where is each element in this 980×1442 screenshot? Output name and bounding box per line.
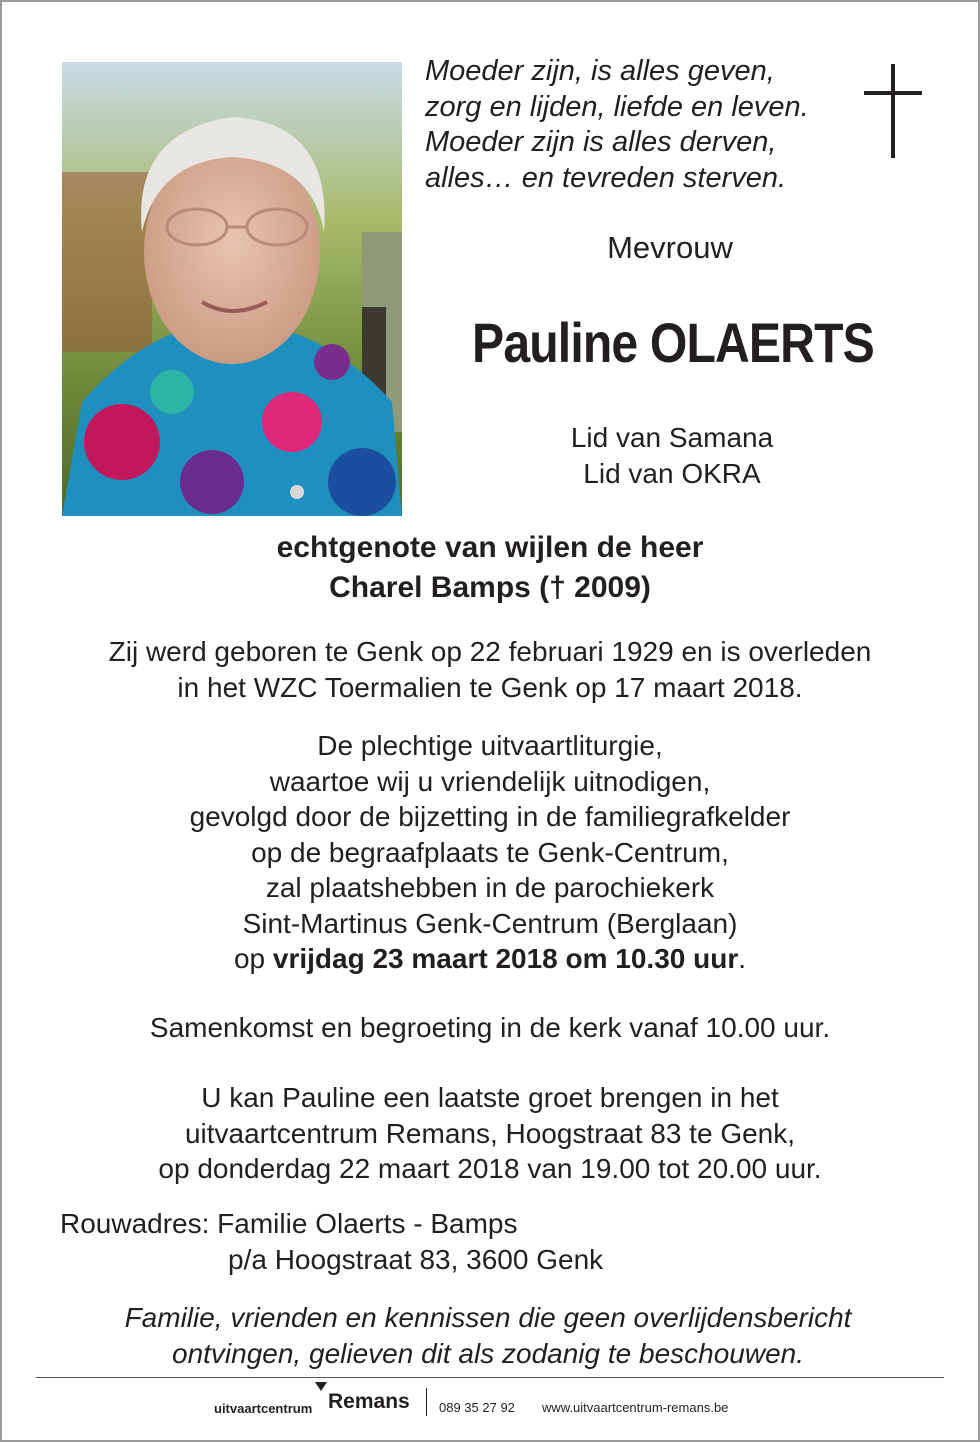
funeral-info	[0, 728, 980, 977]
address-line: Rouwadres: Familie Olaerts - Bamps	[60, 1208, 518, 1239]
closing-line: ontvingen, gelieven dit als zodanig te beschouwen.	[172, 1338, 804, 1369]
born-line: Zij werd geboren te Genk op 22 februari 1929 en is overleden	[108, 636, 872, 667]
funeral-line: gevolgd door de bijzetting in de familiegrafkelder	[189, 801, 791, 832]
footer-brand: uitvaartcentrum	[214, 1401, 313, 1416]
visit-line: uitvaartcentrum Remans, Hoogstraat 83 te Genk,	[184, 1117, 796, 1149]
cross-icon	[864, 64, 922, 158]
born-line: in het WZC Toermalien te Genk op 17 maart 2018.	[177, 671, 803, 703]
footer	[0, 1390, 980, 1420]
visit-line: op donderdag 22 maart 2018 van 19.00 tot 20.00 uur.	[158, 1153, 822, 1184]
spouse-info	[0, 528, 980, 608]
mourning-address	[60, 1206, 603, 1277]
meeting-info: Samenkomst en begroeting in de kerk vanaf 10.00 uur.	[149, 1012, 831, 1043]
funeral-line: op de begraafplaats te Genk-Centrum,	[251, 836, 729, 868]
deceased-name: Pauline OLAERTS	[472, 311, 874, 374]
footer-phone: 089 35 27 92	[439, 1400, 515, 1415]
birth-death-info	[0, 634, 980, 705]
funeral-date-suffix: .	[738, 943, 747, 974]
footer-separator	[426, 1388, 427, 1416]
footer-website[interactable]: www.uitvaartcentrum-remans.be	[542, 1400, 729, 1415]
portrait-photo	[62, 62, 402, 516]
visitation-info	[0, 1080, 980, 1187]
address-line: p/a Hoogstraat 83, 3600 Genk	[228, 1243, 604, 1275]
footer-brand-name: Remans	[328, 1390, 410, 1413]
funeral-date-line	[0, 941, 980, 977]
funeral-line: zal plaatshebben in de parochiekerk	[265, 872, 715, 903]
closing-line: Familie, vrienden en kennissen die geen overlijdensbericht	[124, 1302, 852, 1333]
spouse-line: echtgenote van wijlen de heer	[276, 531, 704, 564]
poem-line: alles… en tevreden sterven.	[425, 161, 787, 194]
funeral-line: waartoe wij u vriendelijk uitnodigen,	[269, 765, 711, 797]
footer-divider	[36, 1377, 944, 1378]
brand-triangle-icon	[315, 1382, 327, 1391]
closing-note	[0, 1300, 976, 1372]
salutation: Mevrouw	[607, 230, 733, 265]
memorial-poem	[425, 54, 855, 196]
poem-line: Moeder zijn, is alles geven,	[425, 55, 775, 87]
membership-item: Lid van OKRA	[583, 458, 761, 489]
funeral-line: Sint-Martinus Genk-Centrum (Berglaan)	[242, 907, 738, 939]
visit-line: U kan Pauline een laatste groet brengen in het	[201, 1082, 779, 1113]
funeral-date-prefix: op	[233, 943, 273, 974]
funeral-line: De plechtige uitvaartliturgie,	[317, 730, 663, 761]
poem-line: zorg en lijden, liefde en leven.	[425, 90, 809, 123]
memberships	[430, 420, 914, 492]
poem-line: Moeder zijn is alles derven,	[425, 126, 777, 158]
membership-item: Lid van Samana	[570, 422, 774, 453]
funeral-date: vrijdag 23 maart 2018 om 10.30 uur	[272, 943, 739, 974]
spouse-line: Charel Bamps († 2009)	[329, 571, 651, 604]
